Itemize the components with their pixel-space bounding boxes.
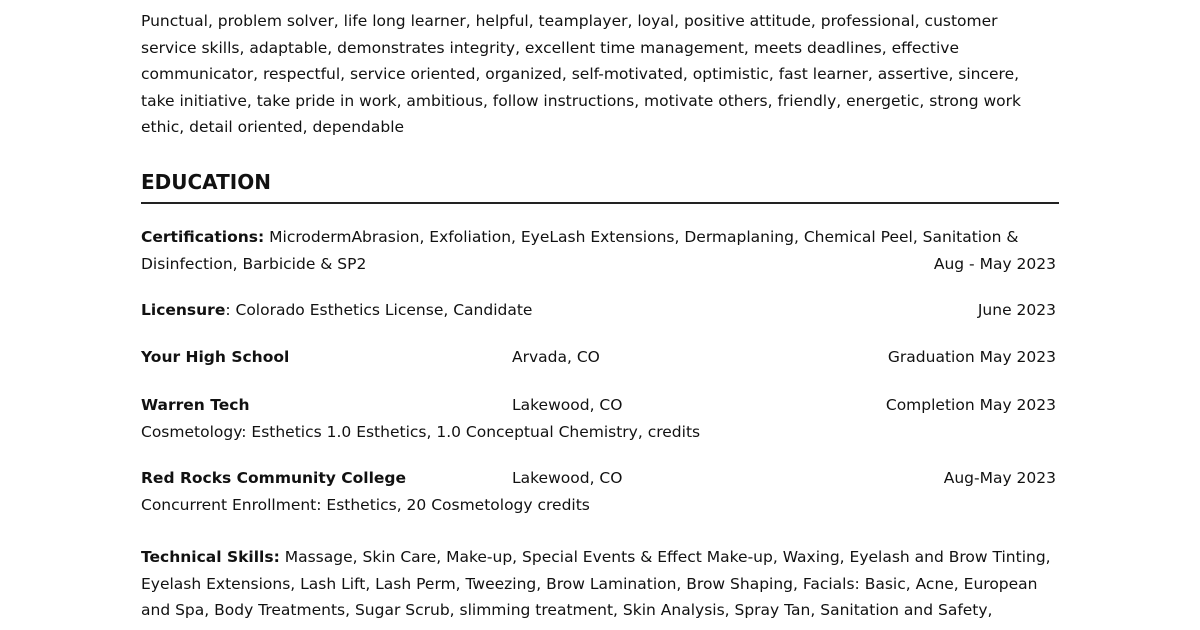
- school-entry: [141, 392, 1056, 445]
- technical-skills-label: Technical Skills:: [141, 548, 280, 566]
- licensure-text: : Colorado Esthetics License, Candidate: [225, 301, 533, 319]
- licensure-block: [141, 297, 1056, 324]
- certifications-date: Aug - May 2023: [933, 254, 1056, 273]
- technical-skills-text: Massage, Skin Care, Make-up, Special Events & Effect Make-up, Waxing, Eyelash and Brow Tinting, Eyelash Extensions, Lash Lift, Lash Perm, Tweezing, Brow Lamination, Brow Shaping, Facials: Basic, Acne, European and Spa, Body Treatments, Sugar Scrub, slimming treatment, Skin Analysis, Spray Tan, Sanitation and Safety,: [141, 548, 1051, 619]
- licensure-label: Licensure: [141, 301, 226, 319]
- skills-summary: Punctual, problem solver, life long learner, helpful, teamplayer, loyal, positive attitude, professional, customer service skills, adaptable, demonstrates integrity, excellent time management, meets deadlines, effective communicator, respectful, service oriented, organized, self-motivated, optimistic, fast learner, assertive, sincere, take initiative, take pride in work, ambitious, follow instructions, motivate others, friendly, energetic, strong work ethic, detail oriented, dependable: [141, 12, 1022, 136]
- school-line: [141, 392, 1056, 419]
- education-heading: EDUCATION: [141, 170, 271, 194]
- school-entry: [141, 344, 1056, 371]
- school-name: Warren Tech: [141, 396, 250, 414]
- section-divider: [141, 202, 1059, 204]
- school-date: Completion May 2023: [885, 396, 1056, 414]
- school-line: [141, 344, 1056, 371]
- school-name: Your High School: [141, 348, 290, 366]
- licensure-line: [141, 297, 1056, 324]
- certifications-label: Certifications:: [141, 228, 265, 246]
- school-date: Graduation May 2023: [887, 348, 1056, 366]
- school-line: [141, 465, 1056, 492]
- certifications-line-1: [141, 224, 1056, 251]
- school-location: Arvada, CO: [512, 348, 600, 366]
- school-location: Lakewood, CO: [512, 396, 623, 414]
- certifications-text-cont: Disinfection, Barbicide & SP2: [141, 254, 367, 273]
- certifications-line-2: [141, 251, 1056, 278]
- licensure-date: June 2023: [977, 301, 1056, 319]
- school-name: Red Rocks Community College: [141, 469, 407, 487]
- school-date: Aug-May 2023: [943, 469, 1056, 487]
- school-entry: [141, 465, 1056, 518]
- technical-skills-block: [141, 544, 1059, 624]
- certifications-block: [141, 224, 1056, 277]
- technical-skills-paragraph: [141, 544, 1059, 624]
- school-detail: Cosmetology: Esthetics 1.0 Esthetics, 1.0 Conceptual Chemistry, credits: [141, 422, 701, 441]
- school-location: Lakewood, CO: [512, 469, 623, 487]
- certifications-text: MicrodermAbrasion, Exfoliation, EyeLash Extensions, Dermaplaning, Chemical Peel, Sanitation &: [264, 228, 1019, 246]
- school-detail: Concurrent Enrollment: Esthetics, 20 Cosmetology credits: [141, 495, 590, 514]
